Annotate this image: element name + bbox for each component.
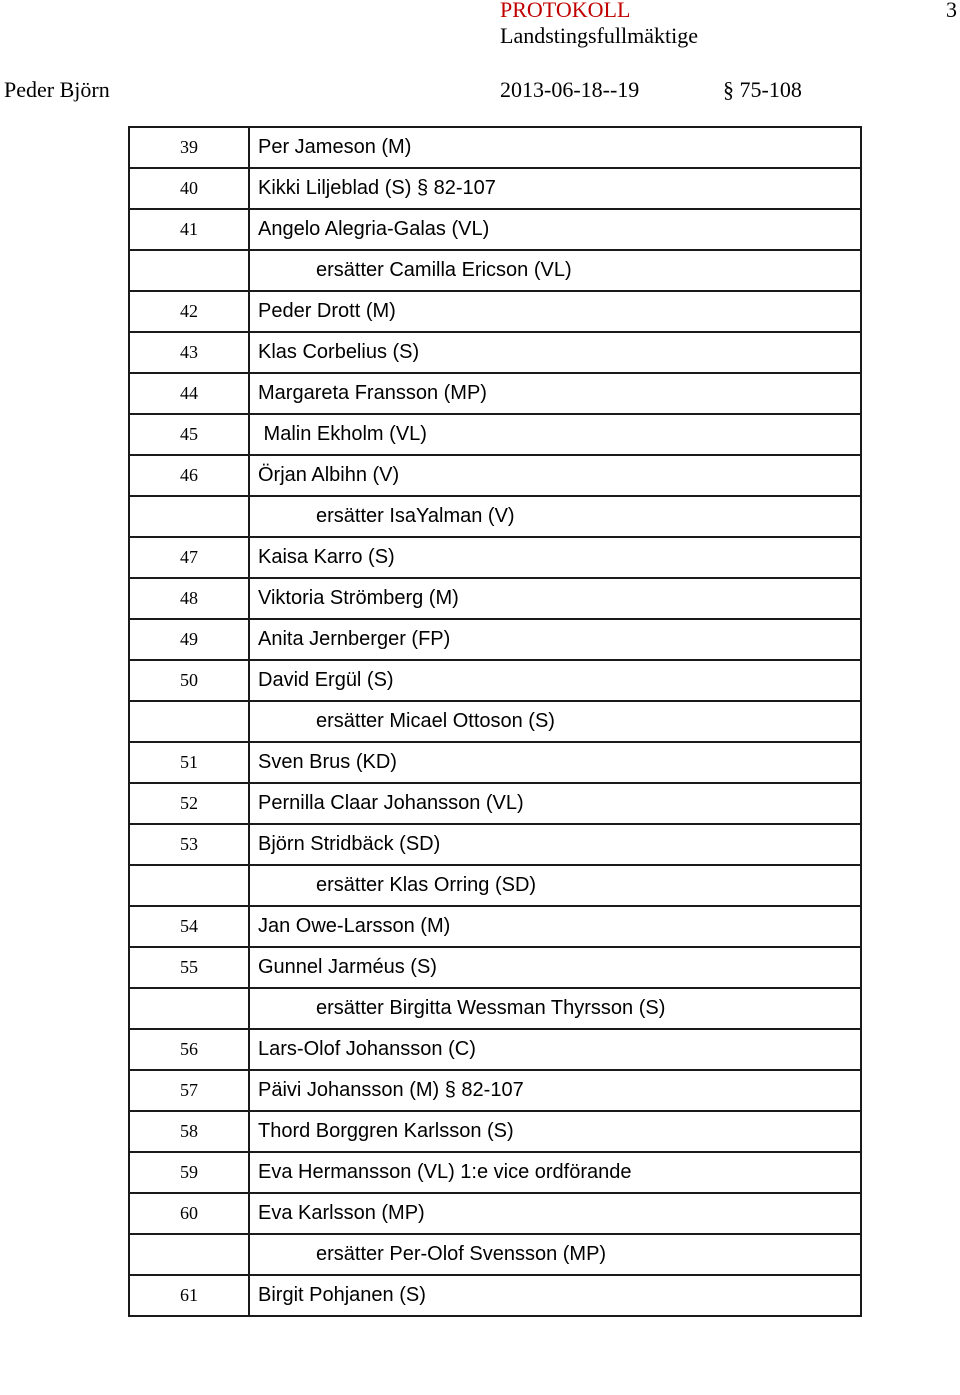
substitute-row bbox=[129, 1234, 861, 1275]
page-number: 3 bbox=[946, 0, 957, 22]
row-number: 48 bbox=[129, 578, 249, 619]
member-name: Per Jameson (M) bbox=[249, 127, 861, 168]
member-name: Anita Jernberger (FP) bbox=[249, 619, 861, 660]
member-name: David Ergül (S) bbox=[249, 660, 861, 701]
member-row bbox=[129, 947, 861, 988]
member-row bbox=[129, 824, 861, 865]
member-name: Eva Karlsson (MP) bbox=[249, 1193, 861, 1234]
member-name: Gunnel Jarméus (S) bbox=[249, 947, 861, 988]
member-name: Sven Brus (KD) bbox=[249, 742, 861, 783]
member-row bbox=[129, 1152, 861, 1193]
row-number bbox=[129, 988, 249, 1029]
member-name: Klas Corbelius (S) bbox=[249, 332, 861, 373]
row-number: 50 bbox=[129, 660, 249, 701]
row-number bbox=[129, 496, 249, 537]
member-row bbox=[129, 578, 861, 619]
member-row bbox=[129, 1029, 861, 1070]
paragraph-range: § 75-108 bbox=[723, 77, 802, 102]
row-number: 39 bbox=[129, 127, 249, 168]
row-number: 61 bbox=[129, 1275, 249, 1316]
member-name: Margareta Fransson (MP) bbox=[249, 373, 861, 414]
member-name: Viktoria Strömberg (M) bbox=[249, 578, 861, 619]
row-number: 51 bbox=[129, 742, 249, 783]
member-row bbox=[129, 455, 861, 496]
row-number: 55 bbox=[129, 947, 249, 988]
row-number: 41 bbox=[129, 209, 249, 250]
row-number: 45 bbox=[129, 414, 249, 455]
member-row bbox=[129, 619, 861, 660]
member-name: Kaisa Karro (S) bbox=[249, 537, 861, 578]
row-number: 53 bbox=[129, 824, 249, 865]
row-number bbox=[129, 865, 249, 906]
document-subtitle: Landstingsfullmäktige bbox=[500, 23, 698, 48]
substitute-note: ersätter Micael Ottoson (S) bbox=[249, 701, 861, 742]
member-name: Kikki Liljeblad (S) § 82-107 bbox=[249, 168, 861, 209]
member-name: Jan Owe-Larsson (M) bbox=[249, 906, 861, 947]
attendance-table bbox=[128, 126, 862, 1317]
row-number: 54 bbox=[129, 906, 249, 947]
row-number: 49 bbox=[129, 619, 249, 660]
member-row bbox=[129, 209, 861, 250]
member-name: Björn Stridbäck (SD) bbox=[249, 824, 861, 865]
member-row bbox=[129, 537, 861, 578]
member-name: Birgit Pohjanen (S) bbox=[249, 1275, 861, 1316]
member-name: Örjan Albihn (V) bbox=[249, 455, 861, 496]
substitute-row bbox=[129, 865, 861, 906]
row-number: 44 bbox=[129, 373, 249, 414]
member-name: Peder Drott (M) bbox=[249, 291, 861, 332]
row-number: 47 bbox=[129, 537, 249, 578]
row-number bbox=[129, 701, 249, 742]
row-number bbox=[129, 250, 249, 291]
member-row bbox=[129, 373, 861, 414]
substitute-row bbox=[129, 496, 861, 537]
member-row bbox=[129, 1070, 861, 1111]
author-name: Peder Björn bbox=[4, 77, 110, 102]
row-number: 40 bbox=[129, 168, 249, 209]
row-number: 60 bbox=[129, 1193, 249, 1234]
member-row bbox=[129, 414, 861, 455]
member-name: Lars-Olof Johansson (C) bbox=[249, 1029, 861, 1070]
row-number: 43 bbox=[129, 332, 249, 373]
member-row bbox=[129, 1111, 861, 1152]
row-number: 56 bbox=[129, 1029, 249, 1070]
member-row bbox=[129, 1275, 861, 1316]
member-row bbox=[129, 783, 861, 824]
row-number: 57 bbox=[129, 1070, 249, 1111]
substitute-note: ersätter IsaYalman (V) bbox=[249, 496, 861, 537]
member-row bbox=[129, 660, 861, 701]
member-name: Malin Ekholm (VL) bbox=[249, 414, 861, 455]
row-number: 59 bbox=[129, 1152, 249, 1193]
substitute-note: ersätter Klas Orring (SD) bbox=[249, 865, 861, 906]
member-name: Päivi Johansson (M) § 82-107 bbox=[249, 1070, 861, 1111]
row-number: 58 bbox=[129, 1111, 249, 1152]
substitute-note: ersätter Per-Olof Svensson (MP) bbox=[249, 1234, 861, 1275]
member-row bbox=[129, 742, 861, 783]
member-row bbox=[129, 291, 861, 332]
member-row bbox=[129, 1193, 861, 1234]
meeting-date: 2013-06-18--19 bbox=[500, 77, 640, 102]
member-name: Angelo Alegria-Galas (VL) bbox=[249, 209, 861, 250]
substitute-row bbox=[129, 250, 861, 291]
member-row bbox=[129, 168, 861, 209]
member-row bbox=[129, 332, 861, 373]
member-row bbox=[129, 906, 861, 947]
substitute-note: ersätter Birgitta Wessman Thyrsson (S) bbox=[249, 988, 861, 1029]
row-number: 42 bbox=[129, 291, 249, 332]
substitute-row bbox=[129, 701, 861, 742]
document-title: PROTOKOLL bbox=[500, 0, 631, 22]
member-name: Eva Hermansson (VL) 1:e vice ordförande bbox=[249, 1152, 861, 1193]
substitute-row bbox=[129, 988, 861, 1029]
row-number: 52 bbox=[129, 783, 249, 824]
row-number: 46 bbox=[129, 455, 249, 496]
member-row bbox=[129, 127, 861, 168]
member-name: Thord Borggren Karlsson (S) bbox=[249, 1111, 861, 1152]
substitute-note: ersätter Camilla Ericson (VL) bbox=[249, 250, 861, 291]
member-name: Pernilla Claar Johansson (VL) bbox=[249, 783, 861, 824]
row-number bbox=[129, 1234, 249, 1275]
